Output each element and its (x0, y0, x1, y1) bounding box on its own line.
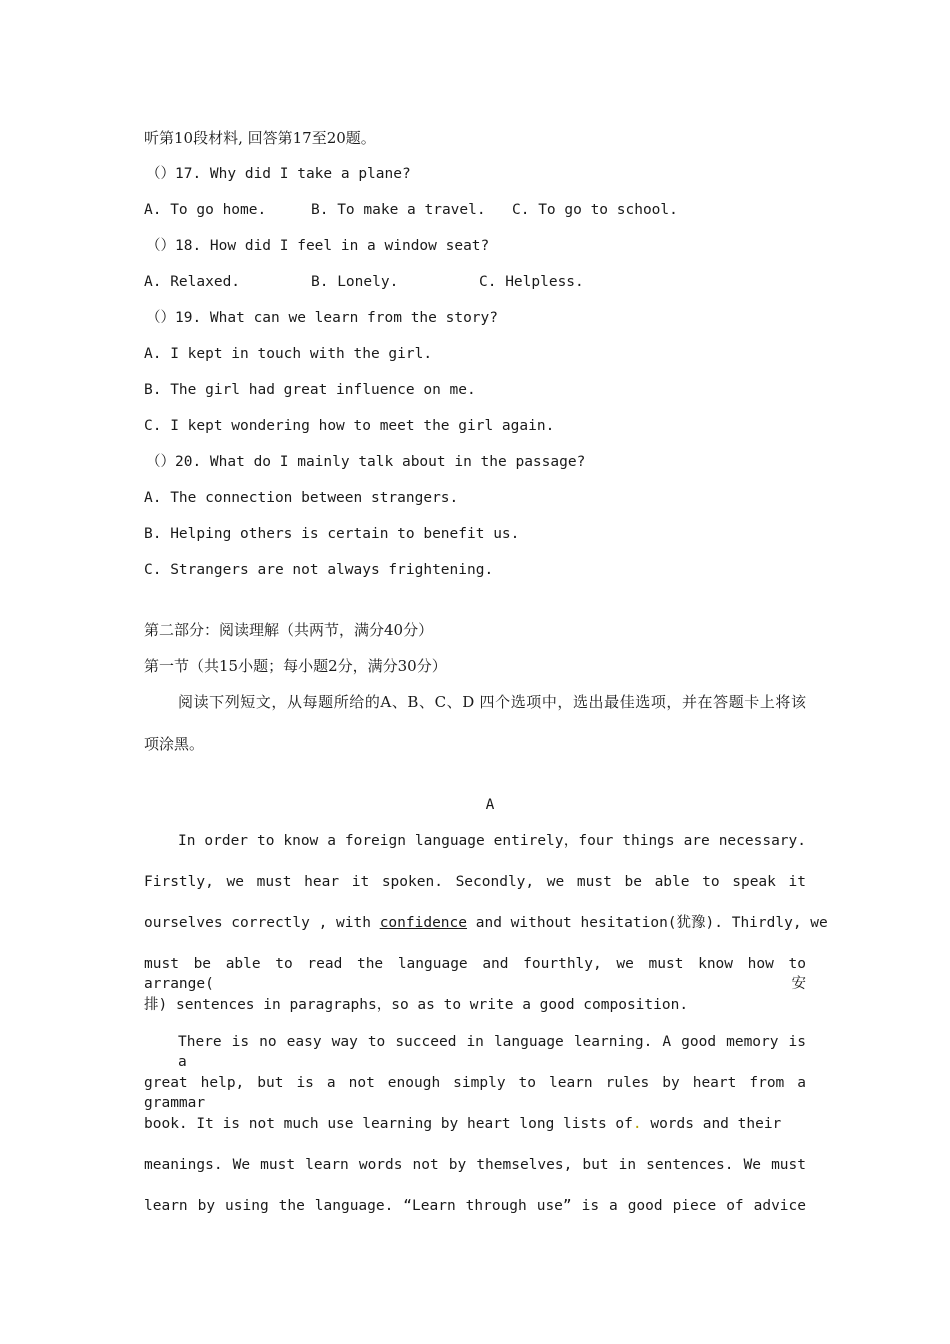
underlined-word-confidence: confidence (379, 915, 468, 931)
paragraph-1-line-4: must be able to read the language and fourthly, we must know how to arrange(安 (144, 956, 806, 992)
instruction-line-2: 项涂黑。 (144, 735, 205, 753)
paragraph-2-line-1: There is no easy way to succeed in language learning. A good memory is a (178, 1034, 806, 1070)
question-18-option-c: C. Helpless. (479, 274, 584, 290)
question-20-option-b: B. Helping others is certain to benefit us. (144, 526, 520, 542)
line-3-text-after: words and their (641, 1116, 782, 1132)
question-17-stem: （）17. Why did I take a plane? (146, 166, 411, 182)
paragraph-2-line-5: learn by using the language. “Learn through use” is a good piece of advice (144, 1198, 806, 1214)
paragraph-2-line-4: meanings. We must learn words not by themselves, but in sentences. We must (144, 1157, 806, 1173)
instruction-line-1: 阅读下列短文，从每题所给的A、B、C、D 四个选项中，选出最佳选项，并在答题卡上将该 (178, 693, 806, 711)
paragraph-2-line-3 (144, 1114, 806, 1134)
question-18-stem: （）18. How did I feel in a window seat? (146, 238, 490, 254)
question-20-option-a: A. The connection between strangers. (144, 490, 459, 506)
question-18-option-b: B. Lonely. (311, 274, 399, 290)
listening-intro: 听第10段材料, 回答第17至20题。 (144, 129, 376, 147)
line-3-text-after: and without hesitation(犹豫). Thirdly, we (467, 915, 828, 931)
stray-dot-mark: . (632, 1116, 642, 1132)
paragraph-1-line-5: 排) sentences in paragraphs，so as to write a good composition. (144, 997, 689, 1013)
passage-label: A (485, 797, 495, 813)
line-3-text-before: book. It is not much use learning by heart long lists of (144, 1116, 633, 1132)
question-19-option-a: A. I kept in touch with the girl. (144, 346, 433, 362)
question-20-stem: （）20. What do I mainly talk about in the passage? (146, 454, 586, 470)
question-20-option-c: C. Strangers are not always frightening. (144, 562, 494, 578)
question-19-stem: （）19. What can we learn from the story? (146, 310, 499, 326)
question-19-option-b: B. The girl had great influence on me. (144, 382, 476, 398)
paragraph-1-line-1: In order to know a foreign language entirely，four things are necessary. (178, 833, 806, 849)
paragraph-1-line-3 (144, 913, 828, 933)
question-18-option-a: A. Relaxed. (144, 274, 241, 290)
line-3-text-before: ourselves correctly , with (144, 915, 380, 931)
paragraph-1-line-2: Firstly, we must hear it spoken. Secondly, we must be able to speak it (144, 874, 806, 890)
paragraph-2-line-2: great help, but is a not enough simply to learn rules by heart from a grammar (144, 1075, 806, 1111)
question-17-option-a: A. To go home. (144, 202, 267, 218)
question-19-option-c: C. I kept wondering how to meet the girl again. (144, 418, 555, 434)
section-title: 第一节（共15小题；每小题2分，满分30分） (144, 657, 447, 675)
question-17-option-b: B. To make a travel. (311, 202, 486, 218)
question-17-option-c: C. To go to school. (512, 202, 678, 218)
part-title: 第二部分：阅读理解（共两节，满分40分） (144, 621, 434, 639)
